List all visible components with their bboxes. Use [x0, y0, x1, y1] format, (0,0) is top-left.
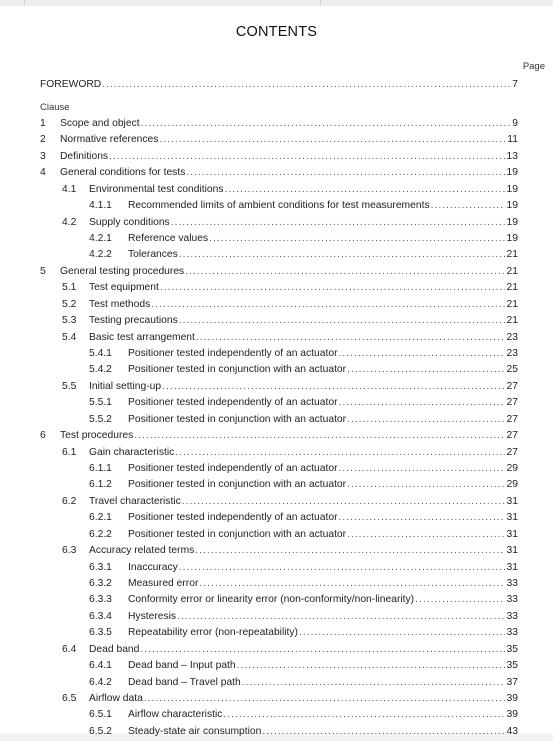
toc-entry-number: 6.3.5	[89, 627, 112, 639]
toc-entry-page: 31	[506, 495, 518, 507]
toc-entry[interactable]	[0, 430, 553, 445]
leader-dots	[299, 627, 505, 638]
leader-dots	[151, 299, 504, 310]
toc-entry-label: General testing procedures	[60, 265, 185, 277]
toc-entry-number: 6.5.1	[89, 709, 112, 721]
toc-entry-page: 9	[512, 118, 518, 129]
toc-entry[interactable]	[0, 315, 553, 330]
leader-dots	[140, 644, 504, 655]
toc-entry-page: 21	[506, 249, 518, 261]
toc-entry-label: Hysteresis	[128, 610, 177, 622]
toc-entry-page: 19	[506, 167, 518, 179]
toc-entry[interactable]	[0, 414, 553, 429]
leader-dots	[347, 414, 504, 425]
toc-entry-page: 27	[506, 380, 518, 392]
clause-label: Clause	[40, 102, 70, 113]
leader-dots	[237, 660, 505, 671]
leader-dots	[102, 79, 510, 90]
toc-entry-number: 5.1	[62, 282, 77, 294]
toc-entry-page: 35	[506, 660, 518, 672]
toc-entry-page: 23	[506, 331, 518, 343]
toc-entry[interactable]	[0, 364, 553, 379]
leader-dots	[177, 611, 504, 622]
page-title: CONTENTS	[235, 24, 318, 40]
toc-entry[interactable]	[0, 512, 553, 527]
toc-entry-number: 4.2	[62, 216, 77, 228]
toc-entry[interactable]	[0, 299, 553, 314]
toc-entry-page: 21	[506, 265, 518, 277]
document-page	[0, 6, 553, 737]
toc-entry-label: Positioner tested in conjunction with an actuator	[128, 364, 347, 376]
leader-dots	[182, 496, 505, 507]
toc-entry-label: Supply conditions	[89, 216, 170, 228]
toc-entry-number: 5	[40, 265, 46, 277]
toc-entry-number: 6.5.2	[89, 725, 112, 737]
toc-entry-page: 21	[506, 315, 518, 327]
leader-dots	[195, 545, 504, 556]
toc-entry-label: Dead band – Travel path	[128, 676, 241, 688]
toc-entry[interactable]	[0, 594, 553, 609]
toc-entry[interactable]	[0, 660, 553, 675]
toc-entry-number: 4	[40, 167, 46, 179]
toc-entry-label: Definitions	[60, 150, 109, 162]
toc-entry-page: 35	[506, 643, 518, 655]
toc-entry-page: 27	[506, 430, 518, 442]
toc-entry-number: 6.1	[62, 446, 77, 458]
toc-entry[interactable]	[0, 217, 553, 232]
toc-entry-number: 5.2	[62, 298, 77, 310]
leader-dots	[347, 479, 504, 490]
toc-entry-label: Recommended limits of ambient conditions for test measurements	[128, 200, 430, 212]
leader-dots	[141, 118, 511, 129]
toc-entry-label: Airflow data	[89, 693, 143, 705]
toc-entry-number: 6.4	[62, 643, 77, 655]
toc-entry[interactable]	[0, 726, 553, 741]
toc-entry-label: Positioner tested in conjunction with an actuator	[128, 413, 347, 425]
toc-entry-label: Testing precautions	[89, 315, 178, 327]
toc-entry-page: 29	[506, 479, 518, 491]
leader-dots	[199, 578, 504, 589]
toc-entry[interactable]	[0, 249, 553, 264]
toc-entry-label: Positioner tested in conjunction with an actuator	[128, 479, 347, 491]
toc-entry[interactable]	[0, 677, 553, 692]
toc-entry[interactable]	[0, 611, 553, 626]
leader-dots	[415, 594, 504, 605]
toc-entry-label: Inaccuracy	[128, 561, 178, 573]
toc-entry[interactable]	[0, 447, 553, 462]
toc-entry-number: 5.5.1	[89, 397, 112, 409]
toc-entry-label: Test equipment	[89, 282, 159, 294]
leader-dots	[262, 726, 504, 737]
leader-dots	[347, 364, 504, 375]
toc-entry-number: 4.2.1	[89, 233, 112, 244]
toc-entry[interactable]	[0, 151, 553, 166]
leader-dots	[144, 693, 505, 704]
toc-entry-label: Gain characteristic	[89, 446, 175, 458]
toc-entry-number: 6.3.1	[89, 561, 112, 573]
leader-dots	[179, 249, 505, 260]
toc-entry-page: 29	[506, 463, 518, 475]
toc-entry-label: Dead band – Input path	[128, 660, 236, 672]
toc-entry-label: Scope and object	[60, 118, 140, 129]
toc-entry[interactable]	[0, 348, 553, 363]
leader-dots	[160, 282, 505, 293]
leader-dots	[171, 217, 505, 228]
toc-entry-label: Repeatability error (non-repeatability)	[128, 627, 298, 639]
toc-entry-number: 5.5	[62, 380, 77, 392]
toc-entry-page: 19	[506, 233, 518, 244]
toc-entry-page: 37	[506, 676, 518, 688]
leader-dots	[134, 430, 504, 441]
leader-dots	[347, 529, 504, 540]
toc-entry-page: 31	[506, 545, 518, 557]
toc-entry[interactable]	[0, 627, 553, 642]
toc-entry-label: Normative references	[60, 134, 159, 146]
toc-entry-page: 33	[506, 627, 518, 639]
toc-entry-page: 33	[506, 578, 518, 590]
leader-dots	[109, 151, 504, 162]
toc-entry-page: 7	[512, 79, 518, 90]
toc-entry-label: Initial setting-up	[89, 380, 162, 392]
toc-entry-page: 19	[506, 183, 518, 195]
toc-entry[interactable]	[0, 693, 553, 708]
leader-dots	[179, 562, 505, 573]
toc-entry-label: Positioner tested independently of an actuator	[128, 397, 338, 409]
toc-entry[interactable]	[0, 167, 553, 182]
leader-dots	[223, 709, 504, 720]
toc-entry[interactable]	[0, 134, 553, 149]
toc-entry-number: 6.2.1	[89, 512, 112, 524]
toc-entry-page: 33	[506, 610, 518, 622]
toc-entry-label: Basic test arrangement	[89, 331, 195, 343]
toc-entry-page: 27	[506, 413, 518, 425]
toc-entry-number: 6.3	[62, 545, 77, 557]
toc-entry[interactable]	[0, 282, 553, 297]
toc-entry-page: 33	[506, 594, 518, 606]
toc-entry-number: 6.1.1	[89, 463, 112, 475]
leader-dots	[175, 447, 504, 458]
leader-dots	[339, 512, 505, 523]
toc-entry-label: Dead band	[89, 643, 140, 655]
toc-entry-label: Positioner tested independently of an actuator	[128, 348, 338, 360]
toc-entry-number: 6.3.4	[89, 610, 112, 622]
leader-dots	[225, 184, 505, 195]
leader-dots	[196, 332, 505, 343]
toc-entry-foreword[interactable]	[40, 79, 518, 94]
toc-entry-label: Reference values	[128, 233, 209, 244]
leader-dots	[431, 200, 505, 211]
leader-dots	[242, 677, 505, 688]
toc-entry[interactable]	[0, 266, 553, 281]
toc-entry-page: 43	[506, 725, 518, 737]
toc-entry[interactable]	[0, 644, 553, 659]
toc-entry-number: 5.4.2	[89, 364, 112, 376]
toc-entry-number: 4.1.1	[89, 200, 112, 212]
toc-entry-label: FOREWORD	[40, 79, 102, 90]
toc-entry-label: Airflow characteristic	[128, 709, 223, 721]
leader-dots	[179, 315, 505, 326]
toc-entry-number: 5.5.2	[89, 413, 112, 425]
toc-entry-page: 23	[506, 348, 518, 360]
toc-entry-number: 4.1	[62, 183, 77, 195]
toc-entry-page: 39	[506, 693, 518, 705]
toc-entry[interactable]	[0, 332, 553, 347]
leader-dots	[339, 463, 505, 474]
toc-entry-label: Travel characteristic	[89, 495, 181, 507]
toc-entry-page: 31	[506, 512, 518, 524]
toc-entry-number: 6.2	[62, 495, 77, 507]
toc-entry-number: 4.2.2	[89, 249, 112, 261]
toc-entry-label: Conformity error or linearity error (non-conformity/non-linearity)	[128, 594, 415, 606]
toc-entry-number: 2	[40, 134, 46, 146]
toc-entry[interactable]	[0, 381, 553, 396]
toc-entry-number: 5.3	[62, 315, 77, 327]
toc-entry[interactable]	[0, 184, 553, 199]
toc-entry-label: Environmental test conditions	[89, 183, 224, 195]
toc-entry-label: Steady-state air consumption	[128, 725, 262, 737]
toc-entry-page: 31	[506, 528, 518, 540]
toc-entry-page: 21	[506, 282, 518, 294]
toc-entry-page: 19	[506, 200, 518, 212]
toc-entry-number: 1	[40, 118, 46, 129]
toc-entry-number: 6.3.3	[89, 594, 112, 606]
toc-entry-page: 27	[506, 397, 518, 409]
toc-entry[interactable]	[0, 562, 553, 577]
toc-entry[interactable]	[0, 200, 553, 215]
toc-entry-label: Positioner tested in conjunction with an actuator	[128, 528, 347, 540]
toc-entry-number: 3	[40, 150, 46, 162]
toc-entry-number: 6	[40, 430, 46, 442]
toc-entry-label: Test procedures	[60, 430, 134, 442]
toc-entry[interactable]	[0, 118, 553, 133]
toc-entry-number: 6.1.2	[89, 479, 112, 491]
toc-entry-page: 25	[506, 364, 518, 376]
toc-entry-page: 39	[506, 709, 518, 721]
leader-dots	[162, 381, 504, 392]
leader-dots	[339, 348, 505, 359]
toc-entry-page: 13	[506, 150, 518, 162]
leader-dots	[339, 397, 505, 408]
toc-entry-number: 5.4.1	[89, 348, 112, 360]
toc-entry-page: 11	[507, 134, 518, 146]
toc-entry[interactable]	[0, 529, 553, 544]
toc-entry-page: 19	[506, 216, 518, 228]
toc-entry-label: Measured error	[128, 578, 199, 590]
toc-entry-label: Test methods	[89, 298, 151, 310]
toc-entry-label: Positioner tested independently of an actuator	[128, 463, 338, 475]
leader-dots	[185, 266, 504, 277]
toc-entry-label: Tolerances	[128, 249, 178, 261]
toc-entry-number: 6.3.2	[89, 578, 112, 590]
toc-entry-number: 5.4	[62, 331, 77, 343]
toc-entry[interactable]	[0, 709, 553, 724]
toc-entry[interactable]	[0, 496, 553, 511]
toc-entry-label: General conditions for tests	[60, 167, 186, 179]
leader-dots	[159, 134, 505, 145]
toc-entry[interactable]	[0, 233, 553, 248]
leader-dots	[186, 167, 504, 178]
toc-entry-label: Positioner tested independently of an actuator	[128, 512, 338, 524]
toc-entry-number: 6.4.1	[89, 660, 112, 672]
toc-entry[interactable]	[0, 545, 553, 560]
toc-entry-number: 6.4.2	[89, 676, 112, 688]
toc-entry[interactable]	[0, 578, 553, 593]
toc-entry-number: 6.2.2	[89, 528, 112, 540]
toc-entry-number: 6.5	[62, 693, 77, 705]
toc-entry-page: 31	[506, 561, 518, 573]
toc-entry-label: Accuracy related terms	[89, 545, 195, 557]
toc-entry-page: 27	[506, 446, 518, 458]
leader-dots	[209, 233, 504, 244]
toc-entry[interactable]	[0, 479, 553, 494]
page-column-header: Page	[522, 61, 545, 72]
toc-entry-page: 21	[506, 298, 518, 310]
toc-entry[interactable]	[0, 463, 553, 478]
toc-entry[interactable]	[0, 397, 553, 412]
